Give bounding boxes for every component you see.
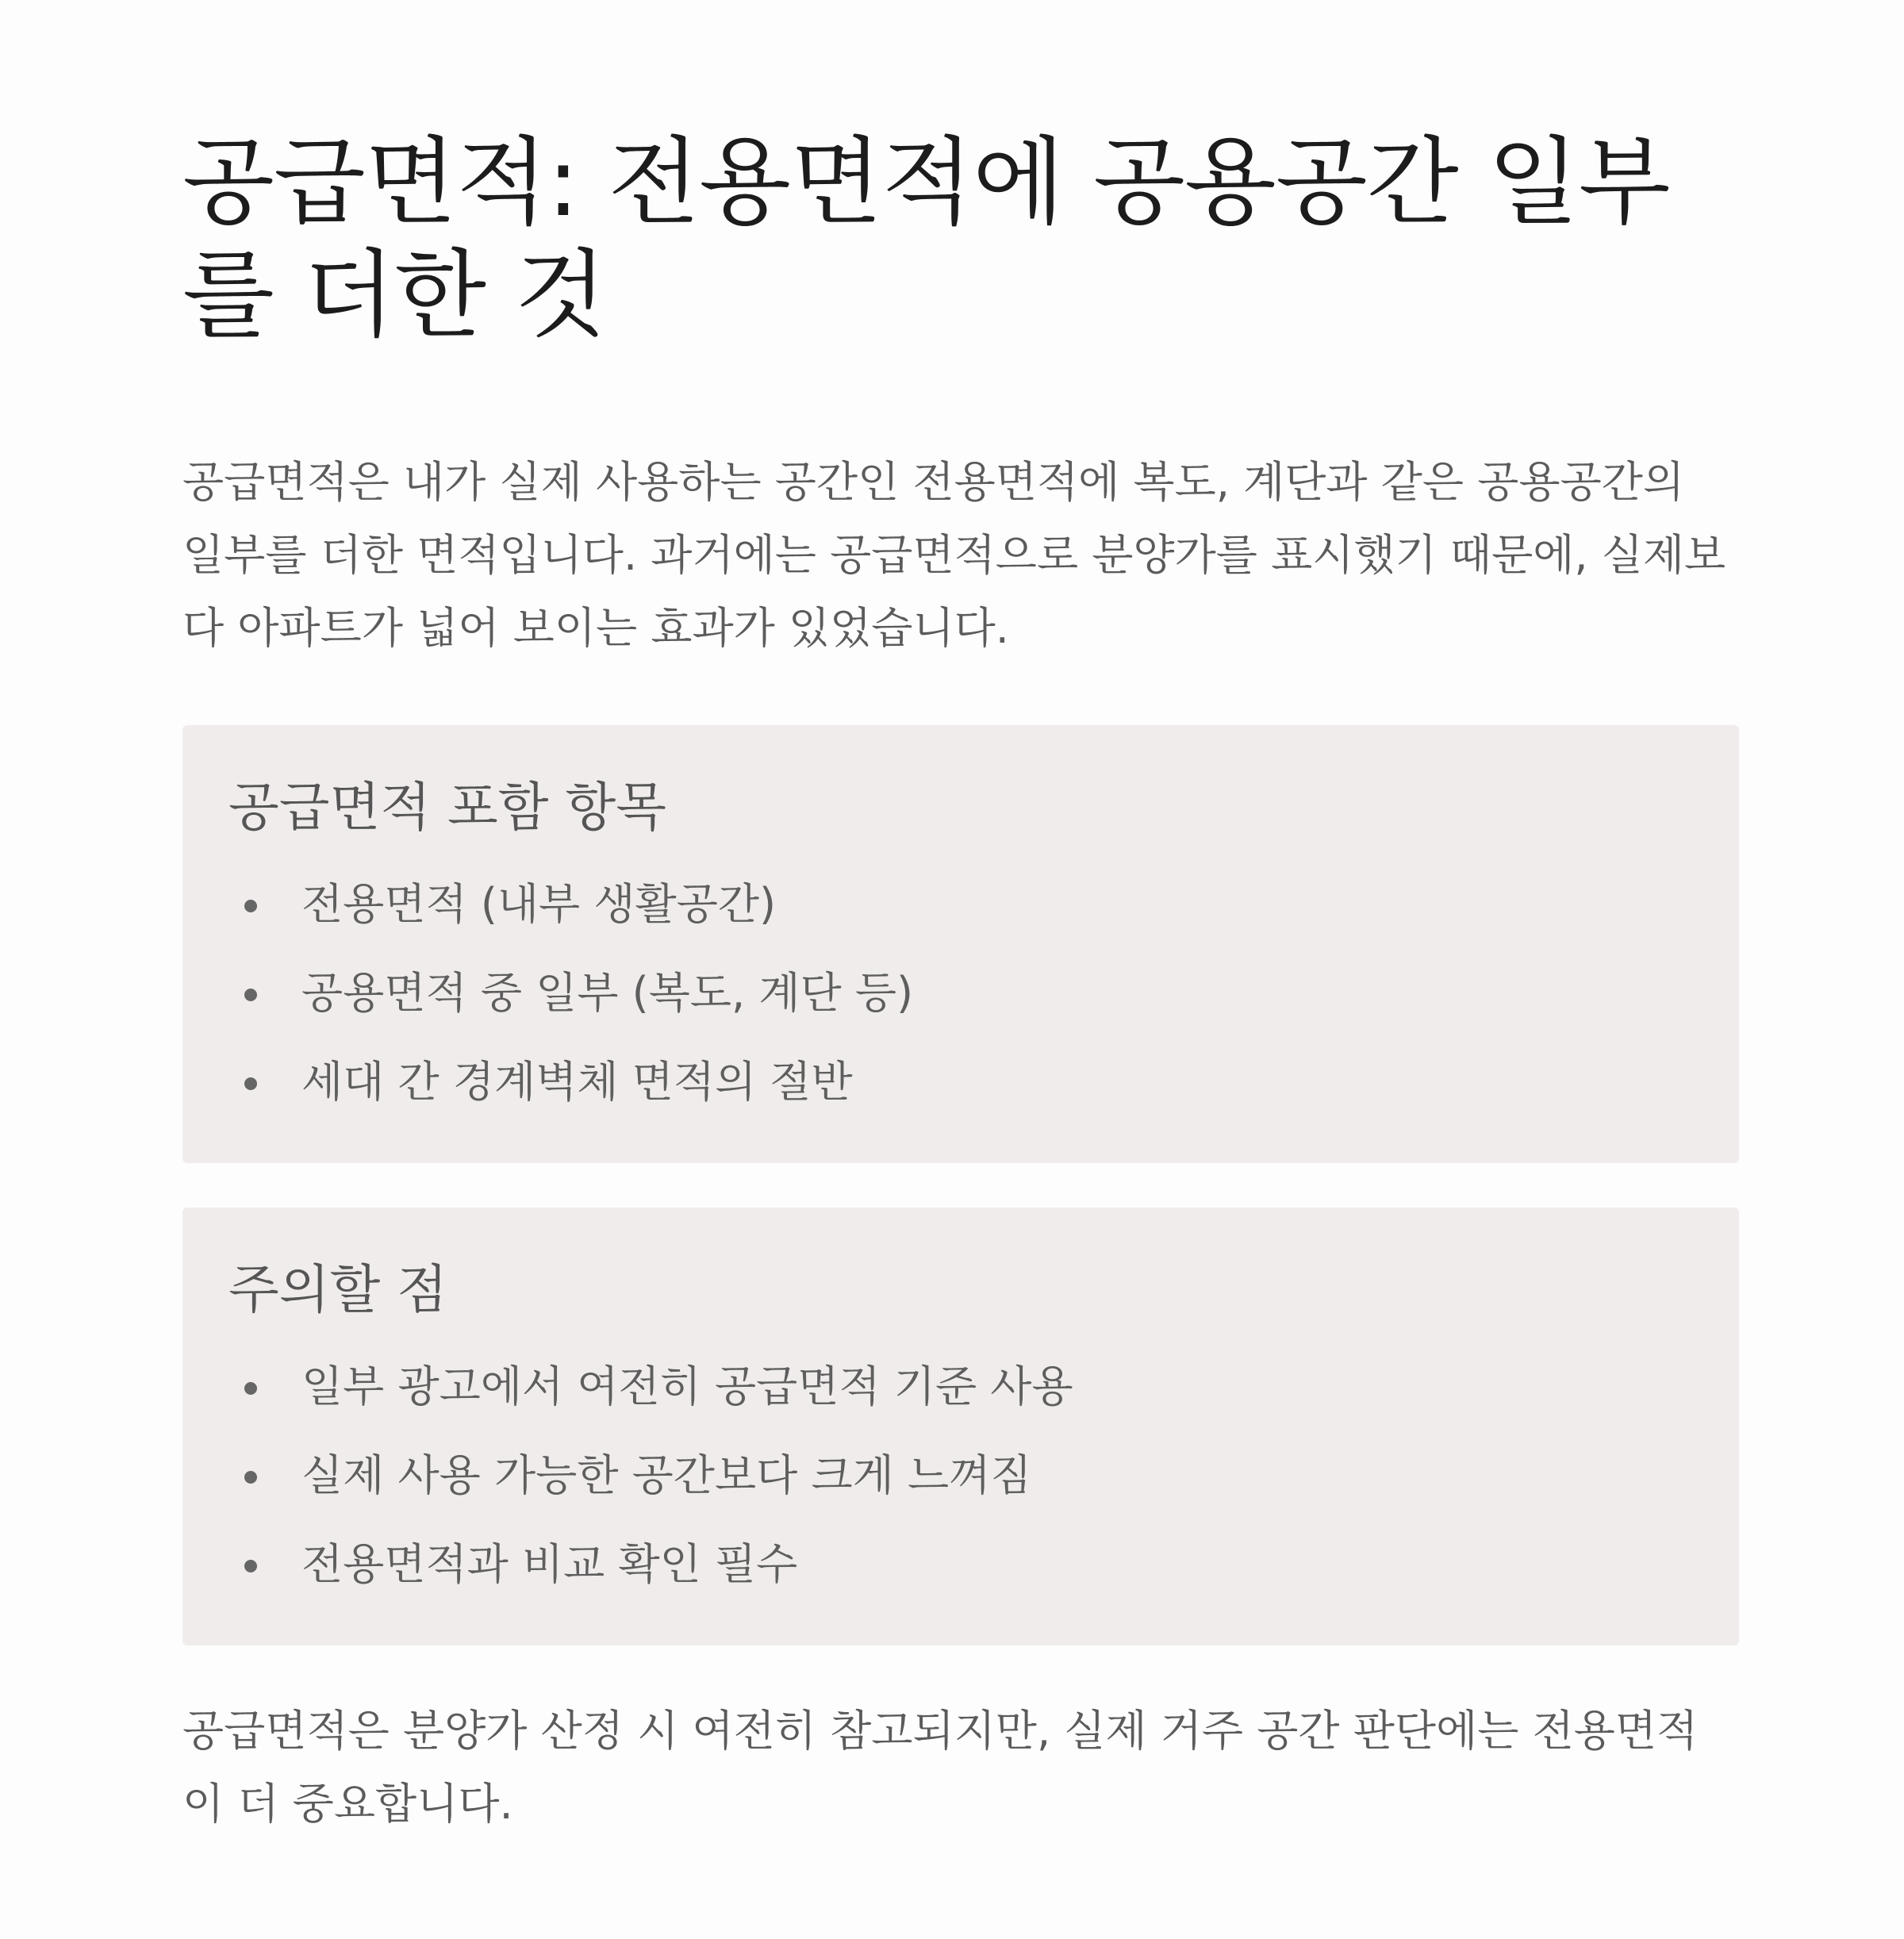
includes-heading: 공급면적 포함 항목	[228, 777, 667, 838]
outro-paragraph: 공급면적은 분양가 산정 시 여전히 참고되지만, 실제 거주 공간 판단에는 전용면적이 더 중요합니다.	[182, 1706, 1699, 1829]
bullet-icon	[244, 1382, 257, 1395]
bullet-icon	[244, 900, 257, 912]
list-item	[228, 1431, 1693, 1520]
list-item-text: 일부 광고에서 여전히 공급면적 기준 사용	[301, 1361, 1073, 1411]
caution-box	[182, 1208, 1739, 1645]
bullet-icon	[244, 1077, 257, 1090]
list-item	[228, 949, 1693, 1038]
list-item	[228, 860, 1693, 949]
bullet-icon	[244, 1471, 257, 1484]
list-item-text: 공용면적 중 일부 (복도, 계단 등)	[301, 968, 914, 1018]
page-title: 공급면적: 전용면적에 공용공간 일부를 더한 것	[182, 128, 1670, 351]
list-item-text: 전용면적과 비교 확인 필수	[301, 1539, 798, 1589]
bullet-icon	[244, 1560, 257, 1572]
includes-box	[182, 725, 1739, 1163]
bullet-icon	[244, 989, 257, 1001]
list-item	[228, 1342, 1693, 1431]
intro-paragraph: 공급면적은 내가 실제 사용하는 공간인 전용면적에 복도, 계단과 같은 공용공간의 일부를 더한 면적입니다. 과거에는 공급면적으로 분양가를 표시했기 때문에, 실제보다 아파트가 넓어 보이는 효과가 있었습니다.	[182, 457, 1726, 653]
list-item-text: 실제 사용 가능한 공간보다 크게 느껴짐	[301, 1450, 1032, 1500]
includes-list	[228, 860, 1693, 1127]
list-item-text: 전용면적 (내부 생활공간)	[301, 879, 777, 929]
list-item	[228, 1520, 1693, 1609]
list-item	[228, 1038, 1693, 1127]
article	[182, 127, 1737, 1841]
caution-heading: 주의할 점	[228, 1259, 448, 1320]
caution-list	[228, 1342, 1693, 1609]
list-item-text: 세대 간 경계벽체 면적의 절반	[301, 1057, 853, 1107]
